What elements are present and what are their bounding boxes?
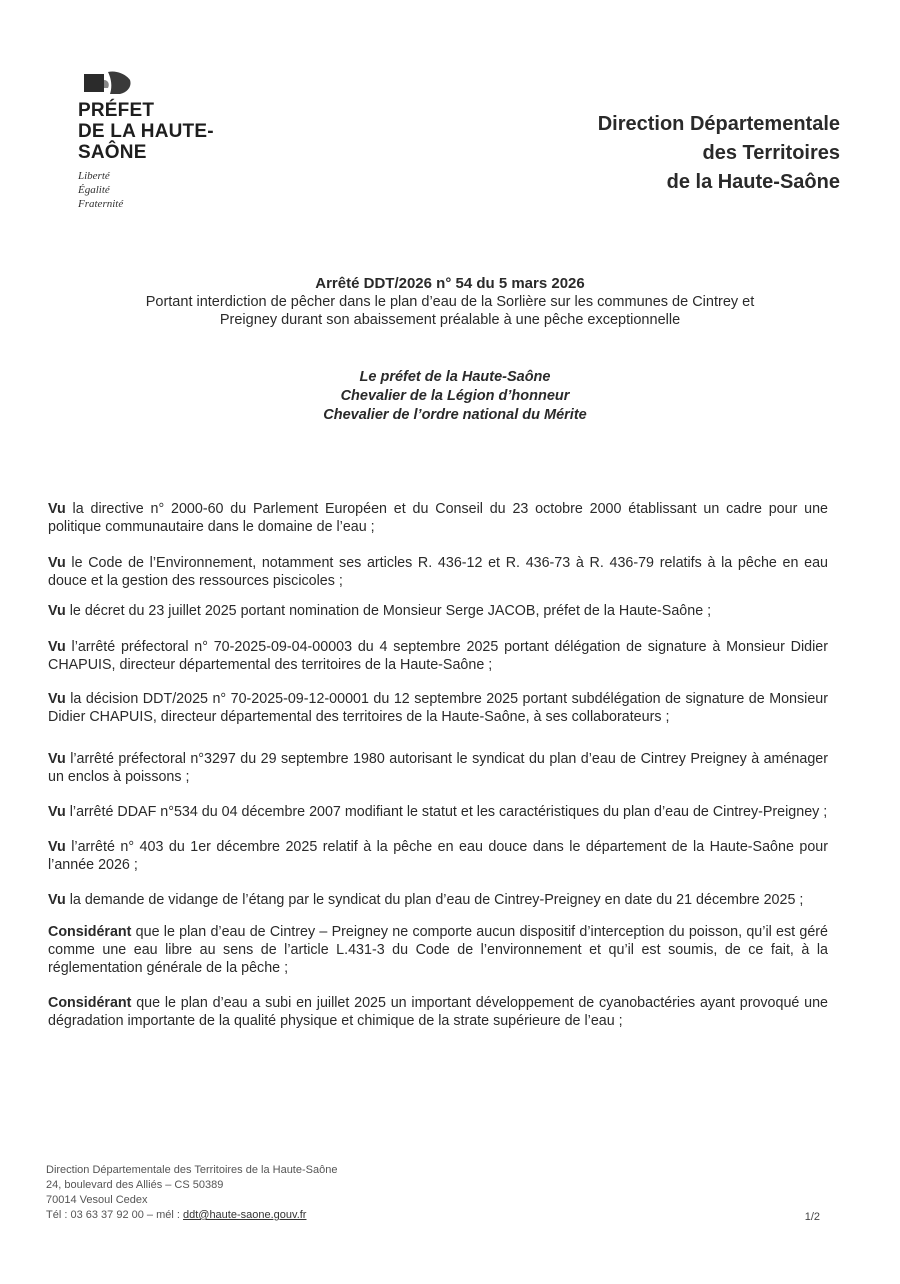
considerant-lead: Considérant <box>48 924 132 940</box>
arrete-title-block <box>60 274 840 329</box>
footer-email-link[interactable]: ddt@haute-saone.gouv.fr <box>182 1209 307 1221</box>
visa-paragraph <box>48 638 828 674</box>
direction-line: des Territoires <box>702 142 840 164</box>
republic-motto <box>78 169 278 211</box>
visa-paragraph <box>48 602 828 620</box>
visa-lead: Vu <box>48 839 66 855</box>
considerant-text: que le plan d’eau de Cintrey – Preigney ne comporte aucun dispositif d’interception du poisson, qu’il est géré comme une eau libre au sens de l’article L.431-3 du Code de l’environnement et qu’il est soumis, de ce fait, à la réglementation générale de la pêche ; <box>48 924 828 976</box>
visa-paragraph <box>48 838 828 874</box>
visa-paragraph <box>48 750 828 786</box>
footer-address-line: 70014 Vesoul Cedex <box>46 1194 148 1206</box>
direction-line: de la Haute-Saône <box>666 171 840 193</box>
arrete-subtitle-line: Portant interdiction de pêcher dans le plan d’eau de la Sorlière sur les communes de Cintrey et <box>145 294 755 310</box>
page-number: 1/2 <box>804 1211 820 1223</box>
footer-contact <box>46 1208 337 1223</box>
arrete-subtitle-line: Preigney durant son abaissement préalable à une pêche exceptionnelle <box>219 312 681 328</box>
considerant-paragraph <box>48 923 828 977</box>
visa-lead: Vu <box>48 751 66 767</box>
visa-lead: Vu <box>48 603 66 619</box>
prefet-titles <box>60 368 850 425</box>
considerant-lead: Considérant <box>48 995 132 1011</box>
prefet-logo <box>78 70 278 211</box>
direction-line: Direction Départementale <box>597 113 840 135</box>
direction-heading <box>598 110 840 197</box>
marianne-logo-icon <box>82 70 134 96</box>
arrete-title: Arrêté DDT/2026 n° 54 du 5 mars 2026 <box>315 275 585 292</box>
prefet-name-line: PRÉFET <box>78 100 155 121</box>
visa-text: l’arrêté préfectoral n°3297 du 29 septembre 1980 autorisant le syndicat du plan d’eau de Cintrey Preigney à aménager un enclos à poissons ; <box>48 751 828 785</box>
prefet-name-line: DE LA HAUTE- <box>78 121 214 142</box>
prefet-title-line: Chevalier de la Légion d’honneur <box>340 388 570 404</box>
prefet-title-line: Chevalier de l’ordre national du Mérite <box>323 407 587 423</box>
considerant-text: que le plan d’eau a subi en juillet 2025 un important développement de cyanobactéries ayant provoqué une dégradation importante de la qualité physique et chimique de la strate supérieure de l’eau ; <box>48 995 828 1029</box>
visa-paragraph <box>48 500 828 536</box>
visa-text: le décret du 23 juillet 2025 portant nomination de Monsieur Serge JACOB, préfet de la Haute-Saône ; <box>65 603 712 619</box>
visa-list <box>48 500 828 1030</box>
motto-line: Fraternité <box>78 198 124 210</box>
visa-paragraph <box>48 891 828 909</box>
page-footer <box>46 1163 337 1223</box>
visa-text: la directive n° 2000-60 du Parlement Européen et du Conseil du 23 octobre 2000 établissant un cadre pour une politique communautaire dans le domaine de l’eau ; <box>48 501 828 535</box>
footer-address-line: 24, boulevard des Alliés – CS 50389 <box>46 1179 224 1191</box>
visa-paragraph <box>48 554 828 590</box>
motto-line: Égalité <box>78 184 110 196</box>
visa-text: l’arrêté n° 403 du 1er décembre 2025 relatif à la pêche en eau douce dans le département de la Haute-Saône pour l’année 2026 ; <box>48 839 828 873</box>
visa-lead: Vu <box>48 555 66 571</box>
prefet-title-line: Le préfet de la Haute-Saône <box>359 369 551 385</box>
prefet-name-line: SAÔNE <box>78 142 147 163</box>
visa-lead: Vu <box>48 691 66 707</box>
considerant-paragraph <box>48 994 828 1030</box>
visa-lead: Vu <box>48 804 66 820</box>
footer-phone: Tél : 03 63 37 92 00 – mél : <box>46 1209 183 1221</box>
visa-text: la décision DDT/2025 n° 70-2025-09-12-00001 du 12 septembre 2025 portant subdélégation de signature de Monsieur Didier CHAPUIS, directeur départemental des territoires de la Haute-Saône, à ses collaborateurs ; <box>48 691 828 725</box>
prefet-name <box>78 100 278 163</box>
visa-lead: Vu <box>48 892 66 908</box>
visa-lead: Vu <box>48 639 66 655</box>
motto-line: Liberté <box>78 170 110 182</box>
visa-paragraph <box>48 803 828 821</box>
footer-org: Direction Départementale des Territoires de la Haute-Saône <box>46 1164 338 1176</box>
visa-text: l’arrêté préfectoral n° 70-2025-09-04-00003 du 4 septembre 2025 portant délégation de signature à Monsieur Didier CHAPUIS, directeur départemental des territoires de la Haute-Saône ; <box>48 639 828 673</box>
visa-paragraph <box>48 690 828 726</box>
visa-lead: Vu <box>48 501 66 517</box>
visa-text: le Code de l’Environnement, notamment ses articles R. 436-12 et R. 436-73 à R. 436-79 relatifs à la pêche en eau douce et la gestion des ressources piscicoles ; <box>48 555 828 589</box>
visa-text: la demande de vidange de l’étang par le syndicat du plan d’eau de Cintrey-Preigney en date du 21 décembre 2025 ; <box>65 892 804 908</box>
visa-text: l’arrêté DDAF n°534 du 04 décembre 2007 modifiant le statut et les caractéristiques du plan d’eau de Cintrey-Preigney ; <box>65 804 828 820</box>
